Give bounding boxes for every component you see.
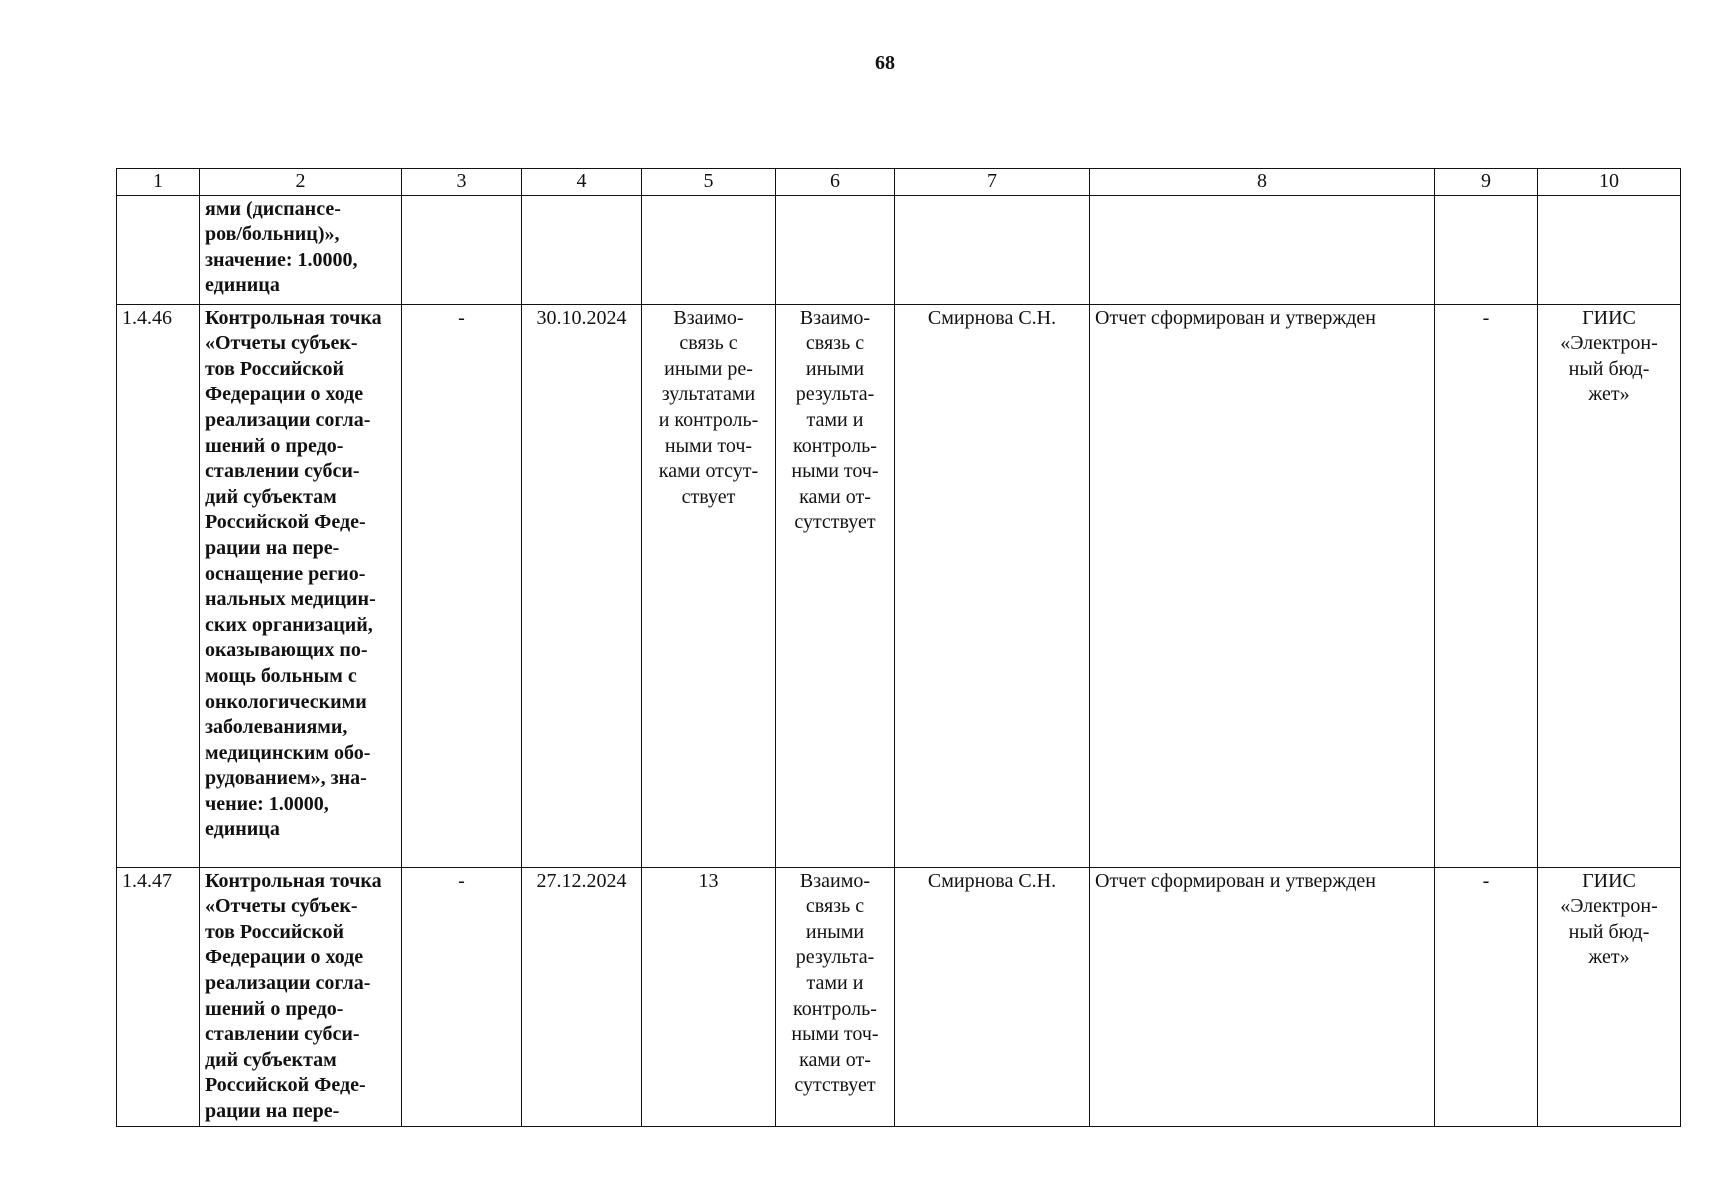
cell-col9 [1435, 195, 1538, 304]
table-row [117, 867, 1681, 1126]
column-header: 2 [200, 169, 402, 196]
cell-date [522, 195, 642, 304]
cell-date: 27.12.2024 [522, 867, 642, 1126]
cell-system: ГИИС «Электрон- ный бюд- жет» [1538, 867, 1681, 1126]
cell-result: Отчет сформирован и утвержден [1090, 304, 1435, 867]
cell-number [117, 195, 200, 304]
cell-number: 1.4.47 [117, 867, 200, 1126]
cell-col6: Взаимо- связь с иными результа- тами и контроль- ными точ- ками от- сутствует [776, 304, 895, 867]
cell-col6 [776, 195, 895, 304]
cell-responsible: Смирнова С.Н. [895, 867, 1090, 1126]
cell-col5: Взаимо- связь с иными ре- зультатами и контроль- ными точ- ками отсут- ствует [642, 304, 776, 867]
cell-responsible: Смирнова С.Н. [895, 304, 1090, 867]
column-header: 5 [642, 169, 776, 196]
cell-col9: - [1435, 304, 1538, 867]
cell-number: 1.4.46 [117, 304, 200, 867]
cell-col3: - [402, 867, 522, 1126]
cell-system [1538, 195, 1681, 304]
cell-col5 [642, 195, 776, 304]
table-header-row [117, 169, 1681, 196]
cell-result: Отчет сформирован и утвержден [1090, 867, 1435, 1126]
cell-col9: - [1435, 867, 1538, 1126]
column-header: 8 [1090, 169, 1435, 196]
cell-col6: Взаимо- связь с иными результа- тами и контроль- ными точ- ками от- сутствует [776, 867, 895, 1126]
cell-description: Контрольная точка «Отчеты субъек- тов Российской Федерации о ходе реализации согла- шений о предо- ставлении субси- дий субъектам Российской Феде- рации на пере- [200, 867, 402, 1126]
cell-col3 [402, 195, 522, 304]
column-header: 1 [117, 169, 200, 196]
cell-date: 30.10.2024 [522, 304, 642, 867]
column-header: 9 [1435, 169, 1538, 196]
column-header: 7 [895, 169, 1090, 196]
column-header: 10 [1538, 169, 1681, 196]
cell-description: ями (диспансе- ров/больниц)», значение: 1.0000, единица [200, 195, 402, 304]
column-header: 4 [522, 169, 642, 196]
cell-col5: 13 [642, 867, 776, 1126]
cell-system: ГИИС «Электрон- ный бюд- жет» [1538, 304, 1681, 867]
cell-description: Контрольная точка «Отчеты субъек- тов Российской Федерации о ходе реализации согла- шений о предо- ставлении субси- дий субъектам Российской Феде- рации на пере- оснащение регио- нальных медицин- ских организаций, оказывающих по- мощь больным с онкологическими заболеваниями, медицинским обо- рудованием», зна- чение: 1.0000, единица [200, 304, 402, 867]
cell-result [1090, 195, 1435, 304]
plan-table [116, 168, 1681, 1127]
cell-responsible [895, 195, 1090, 304]
table-row [117, 304, 1681, 867]
page-number: 68 [875, 52, 895, 74]
column-header: 6 [776, 169, 895, 196]
table-row [117, 195, 1681, 304]
column-header: 3 [402, 169, 522, 196]
cell-col3: - [402, 304, 522, 867]
